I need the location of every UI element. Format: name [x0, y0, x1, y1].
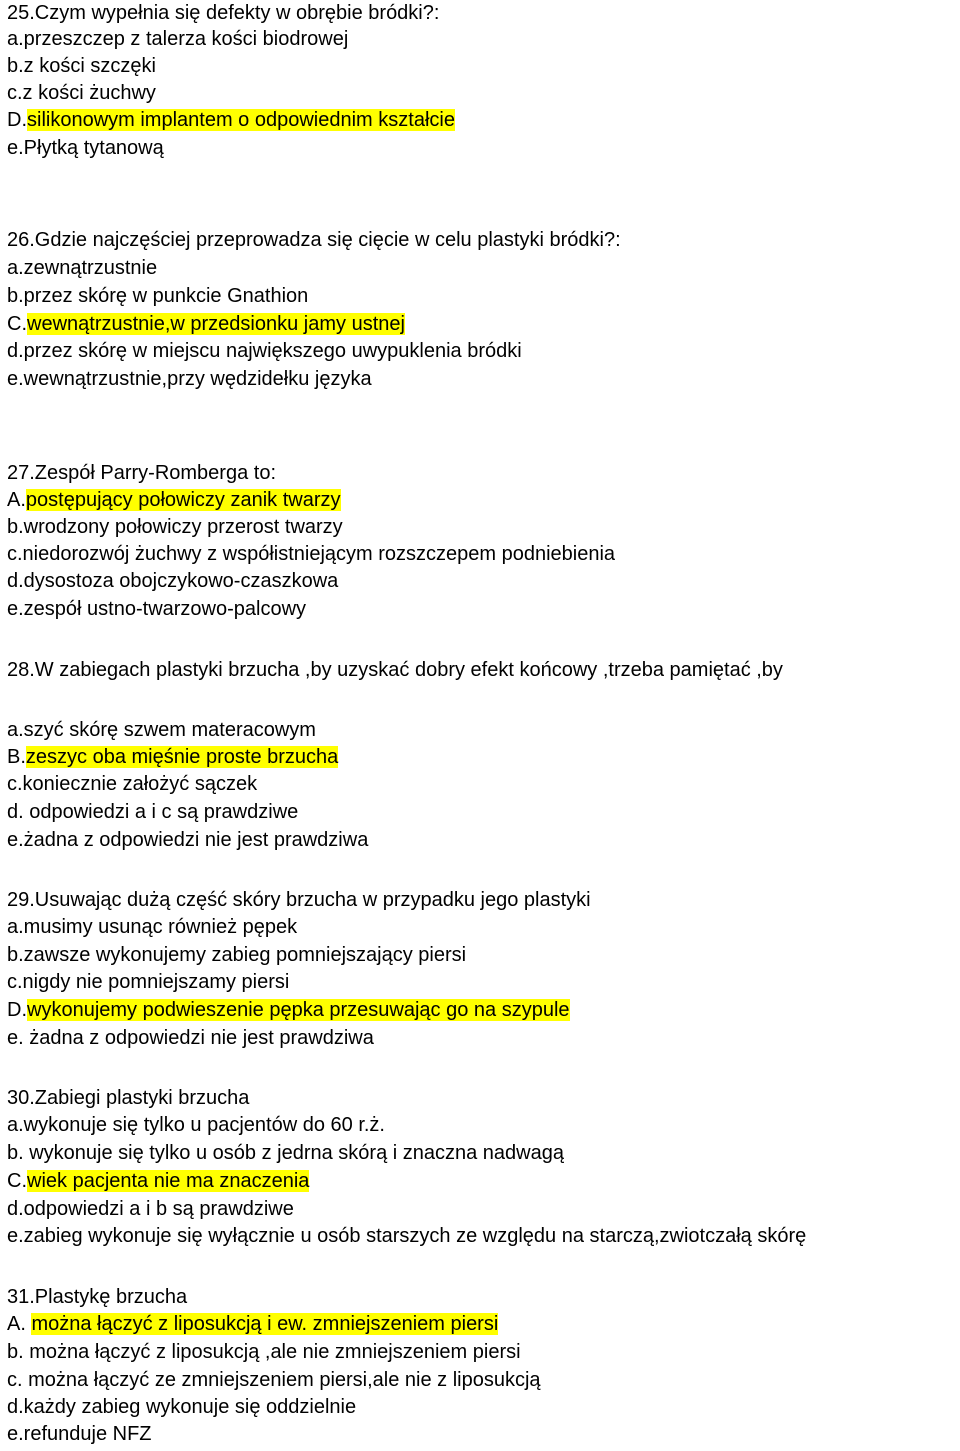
answer-option [7, 1311, 498, 1337]
option-text: e.refunduje NFZ [7, 1423, 152, 1445]
question-text [7, 657, 783, 683]
option-text: a.musimy usunąc również pępek [7, 916, 298, 938]
option-text: d.odpowiedzi a i b są prawdziwe [7, 1198, 294, 1220]
answer-option [7, 53, 156, 79]
answer-option [7, 1025, 374, 1051]
answer-option [7, 771, 257, 797]
answer-option [7, 107, 455, 133]
answer-option [7, 997, 570, 1023]
highlighted-correct-answer: można łączyć z liposukcją i ew. zmniejszeniem piersi [31, 1313, 499, 1335]
option-text: c. można łączyć ze zmniejszeniem piersi,ale nie z liposukcją [7, 1369, 541, 1391]
answer-option [7, 744, 338, 770]
highlighted-correct-answer: zeszyc oba mięśnie proste brzucha [25, 746, 339, 768]
option-text: C. [7, 1170, 27, 1192]
answer-option [7, 26, 348, 52]
option-text: c.koniecznie założyć sączek [7, 773, 258, 795]
option-text: A. [7, 1313, 32, 1335]
option-text: d.każdy zabieg wykonuje się oddzielnie [7, 1396, 357, 1418]
answer-option [7, 283, 308, 309]
option-text: C. [7, 313, 27, 335]
question-label: 29.Usuwając dużą część skóry brzucha w przypadku jego plastyki [7, 889, 591, 911]
answer-option [7, 1168, 309, 1194]
answer-option [7, 311, 405, 337]
answer-option [7, 487, 341, 513]
highlighted-correct-answer: postępujący połowiczy zanik twarzy [25, 489, 341, 511]
option-text: a.szyć skórę szwem materacowym [7, 719, 316, 741]
answer-option [7, 1421, 152, 1447]
option-text: b.wrodzony połowiczy przerost twarzy [7, 516, 343, 538]
option-text: c.niedorozwój żuchwy z współistniejącym rozszczepem podniebienia [7, 543, 616, 565]
option-text: d.przez skórę w miejscu największego uwypuklenia bródki [7, 340, 522, 362]
highlighted-correct-answer: wewnątrzustnie,w przedsionku jamy ustnej [27, 313, 405, 335]
option-text: e.wewnątrzustnie,przy wędzidełku języka [7, 368, 372, 390]
option-text: b.zawsze wykonujemy zabieg pomniejszający piersi [7, 944, 467, 966]
option-text: D. [7, 109, 27, 131]
answer-option [7, 514, 343, 540]
highlighted-correct-answer: silikonowym implantem o odpowiednim kształcie [27, 109, 455, 131]
option-text: e. żadna z odpowiedzi nie jest prawdziwa [7, 1027, 374, 1049]
answer-option [7, 135, 164, 161]
option-text: c.nigdy nie pomniejszamy piersi [7, 971, 290, 993]
answer-option [7, 942, 466, 968]
answer-option [7, 914, 297, 940]
option-text: d.dysostoza obojczykowo-czaszkowa [7, 570, 339, 592]
option-text: d. odpowiedzi a i c są prawdziwe [7, 801, 299, 823]
answer-option [7, 1196, 294, 1222]
question-text [7, 227, 621, 253]
answer-option [7, 255, 157, 281]
option-text: e.żadna z odpowiedzi nie jest prawdziwa [7, 829, 369, 851]
highlighted-correct-answer: wiek pacjenta nie ma znaczenia [27, 1170, 310, 1192]
answer-option [7, 1339, 521, 1365]
option-text: D. [7, 999, 27, 1021]
question-label: 27.Zespół Parry-Romberga to: [7, 462, 277, 484]
answer-option [7, 338, 522, 364]
question-label: 25.Czym wypełnia się defekty w obrębie bródki?: [7, 2, 440, 24]
answer-option [7, 1223, 806, 1249]
question-text [7, 460, 276, 486]
option-text: a.wykonuje się tylko u pacjentów do 60 r.ż. [7, 1114, 385, 1136]
option-text: b.z kości szczęki [7, 55, 156, 77]
option-text: e.Płytką tytanową [7, 137, 164, 159]
answer-option [7, 1394, 356, 1420]
answer-option [7, 799, 298, 825]
answer-option [7, 80, 156, 106]
question-label: 28.W zabiegach plastyki brzucha ,by uzyskać dobry efekt końcowy ,trzeba pamiętać ,by [7, 659, 783, 681]
option-text: b. można łączyć z liposukcją ,ale nie zmniejszeniem piersi [7, 1341, 521, 1363]
question-label: 26.Gdzie najczęściej przeprowadza się cięcie w celu plastyki bródki?: [7, 229, 621, 251]
answer-option [7, 366, 372, 392]
answer-option [7, 1140, 564, 1166]
option-text: B. [7, 746, 26, 768]
option-text: b. wykonuje się tylko u osób z jedrna skórą i znaczna nadwagą [7, 1142, 564, 1164]
highlighted-correct-answer: wykonujemy podwieszenie pępka przesuwając go na szypule [27, 999, 570, 1021]
question-label: 31.Plastykę brzucha [7, 1286, 188, 1308]
option-text: e.zespół ustno-twarzowo-palcowy [7, 598, 307, 620]
option-text: c.z kości żuchwy [7, 82, 156, 104]
option-text: A. [7, 489, 26, 511]
answer-option [7, 969, 289, 995]
question-label: 30.Zabiegi plastyki brzucha [7, 1087, 250, 1109]
option-text: e.zabieg wykonuje się wyłącznie u osób starszych ze względu na starczą,zwiotczałą skórę [7, 1225, 807, 1247]
answer-option [7, 1112, 385, 1138]
question-text [7, 1284, 187, 1310]
answer-option [7, 541, 615, 567]
answer-option [7, 568, 338, 594]
answer-option [7, 717, 316, 743]
option-text: b.przez skórę w punkcie Gnathion [7, 285, 309, 307]
question-text [7, 1085, 249, 1111]
answer-option [7, 827, 368, 853]
question-text [7, 887, 591, 913]
question-text [7, 0, 439, 26]
option-text: a.przeszczep z talerza kości biodrowej [7, 28, 349, 50]
answer-option [7, 1367, 541, 1393]
answer-option [7, 596, 306, 622]
option-text: a.zewnątrzustnie [7, 257, 158, 279]
